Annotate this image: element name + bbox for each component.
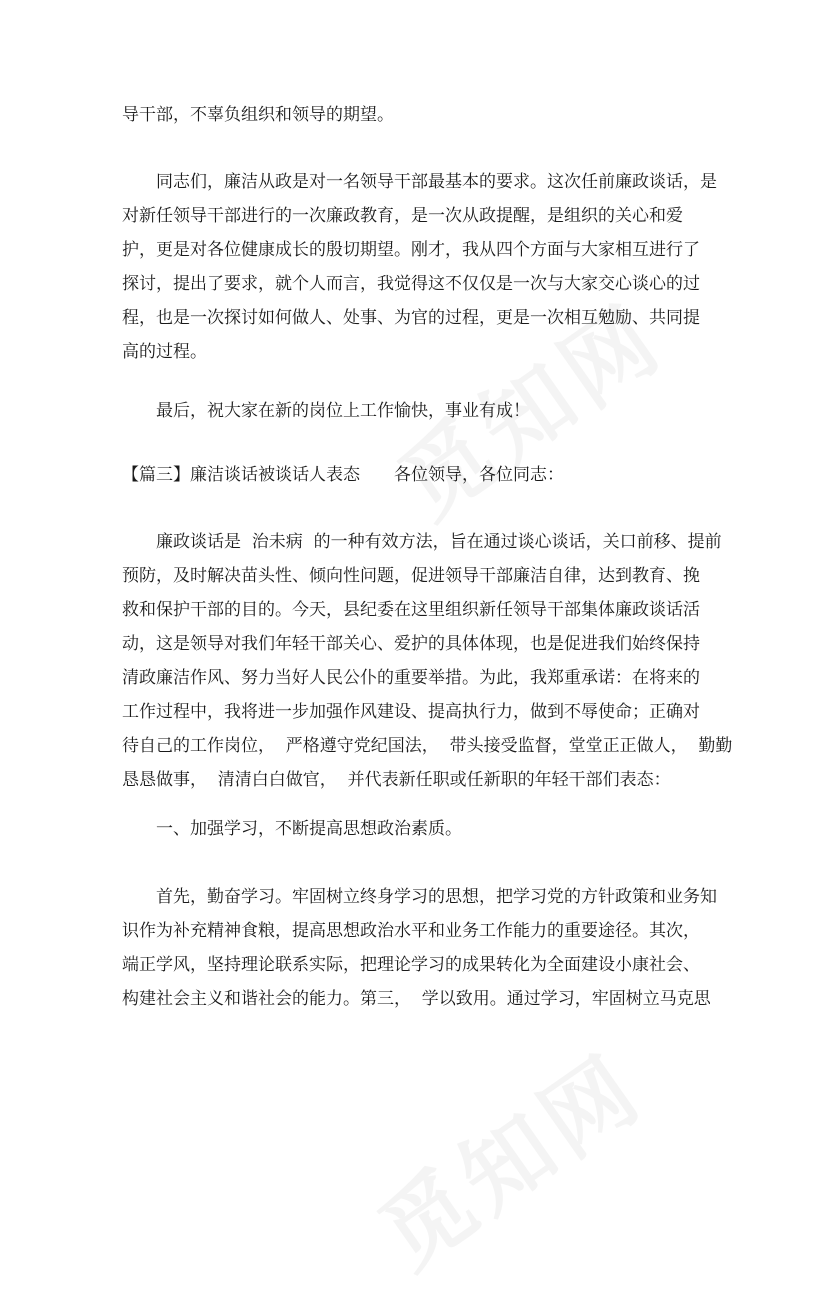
text-line: 构建社会主义和谐社会的能力。第三， 学以致用。通过学习，牢固树立马克思	[122, 989, 711, 1009]
watermark	[349, 1017, 664, 1292]
paragraph-integrity-requirement	[122, 165, 717, 369]
subheading-study	[122, 812, 712, 846]
text-line: 动，这是领导对我们年轻干部关心、爱护的具体体现，也是促进我们始终保持	[122, 634, 700, 654]
text-line: 同志们，廉洁从政是对一名领导干部最基本的要求。这次任前廉政谈话，是	[156, 172, 717, 192]
text-line: 【篇三】廉洁谈话被谈话人表态 各位领导，各位同志：	[122, 465, 564, 485]
text-line: 廉政谈话是 治未病 的一种有效方法，旨在通过谈心谈话，关口前移、提前	[156, 532, 722, 552]
text-line: 一、加强学习，不断提高思想政治素质。	[156, 819, 462, 839]
text-line: 护，更是对各位健康成长的殷切期望。刚才，我从四个方面与大家相互进行了	[122, 240, 700, 260]
text-line: 恳恳做事， 清清白白做官， 并代表新任职或任新职的年轻干部们表态：	[122, 770, 671, 790]
text-line: 首先，勤奋学习。牢固树立终身学习的思想，把学习党的方针政策和业务知	[156, 887, 717, 907]
text-line: 识作为补充精神食粮，提高思想政治水平和业务工作能力的重要途径。其次，	[122, 921, 700, 941]
paragraph-closing-line	[122, 98, 712, 132]
text-line: 预防，及时解决苗头性、倾向性问题，促进领导干部廉洁自律，达到教育、挽	[122, 566, 700, 586]
text-line: 最后，祝大家在新的岗位上工作愉快，事业有成！	[156, 401, 530, 421]
paragraph-wishes	[122, 394, 712, 428]
text-line: 救和保护干部的目的。今天，县纪委在这里组织新任领导干部集体廉政谈话活	[122, 600, 700, 620]
text-line: 导干部，不辜负组织和领导的期望。	[122, 105, 394, 125]
text-line: 待自己的工作岗位， 严格遵守党纪国法， 带头接受监督，堂堂正正做人， 勤勤	[122, 736, 733, 756]
text-line: 探讨，提出了要求，就个人而言，我觉得这不仅仅是一次与大家交心谈心的过	[122, 274, 700, 294]
text-line: 对新任领导干部进行的一次廉政教育，是一次从政提醒，是组织的关心和爱	[122, 206, 683, 226]
text-line: 清政廉洁作风、努力当好人民公仆的重要举措。为此，我郑重承诺：在将来的	[122, 668, 700, 688]
text-line: 高的过程。	[122, 342, 207, 362]
text-line: 程，也是一次探讨如何做人、处事、为官的过程，更是一次相互勉励、共同提	[122, 308, 700, 328]
paragraph-study	[122, 880, 717, 1016]
text-line: 端正学风，坚持理论联系实际，把理论学习的成果转化为全面建设小康社会、	[122, 955, 700, 975]
paragraph-commitment	[122, 525, 733, 797]
text-line: 工作过程中，我将进一步加强作风建设、提高执行力，做到不辱使命；正确对	[122, 702, 700, 722]
section-heading	[122, 458, 712, 492]
